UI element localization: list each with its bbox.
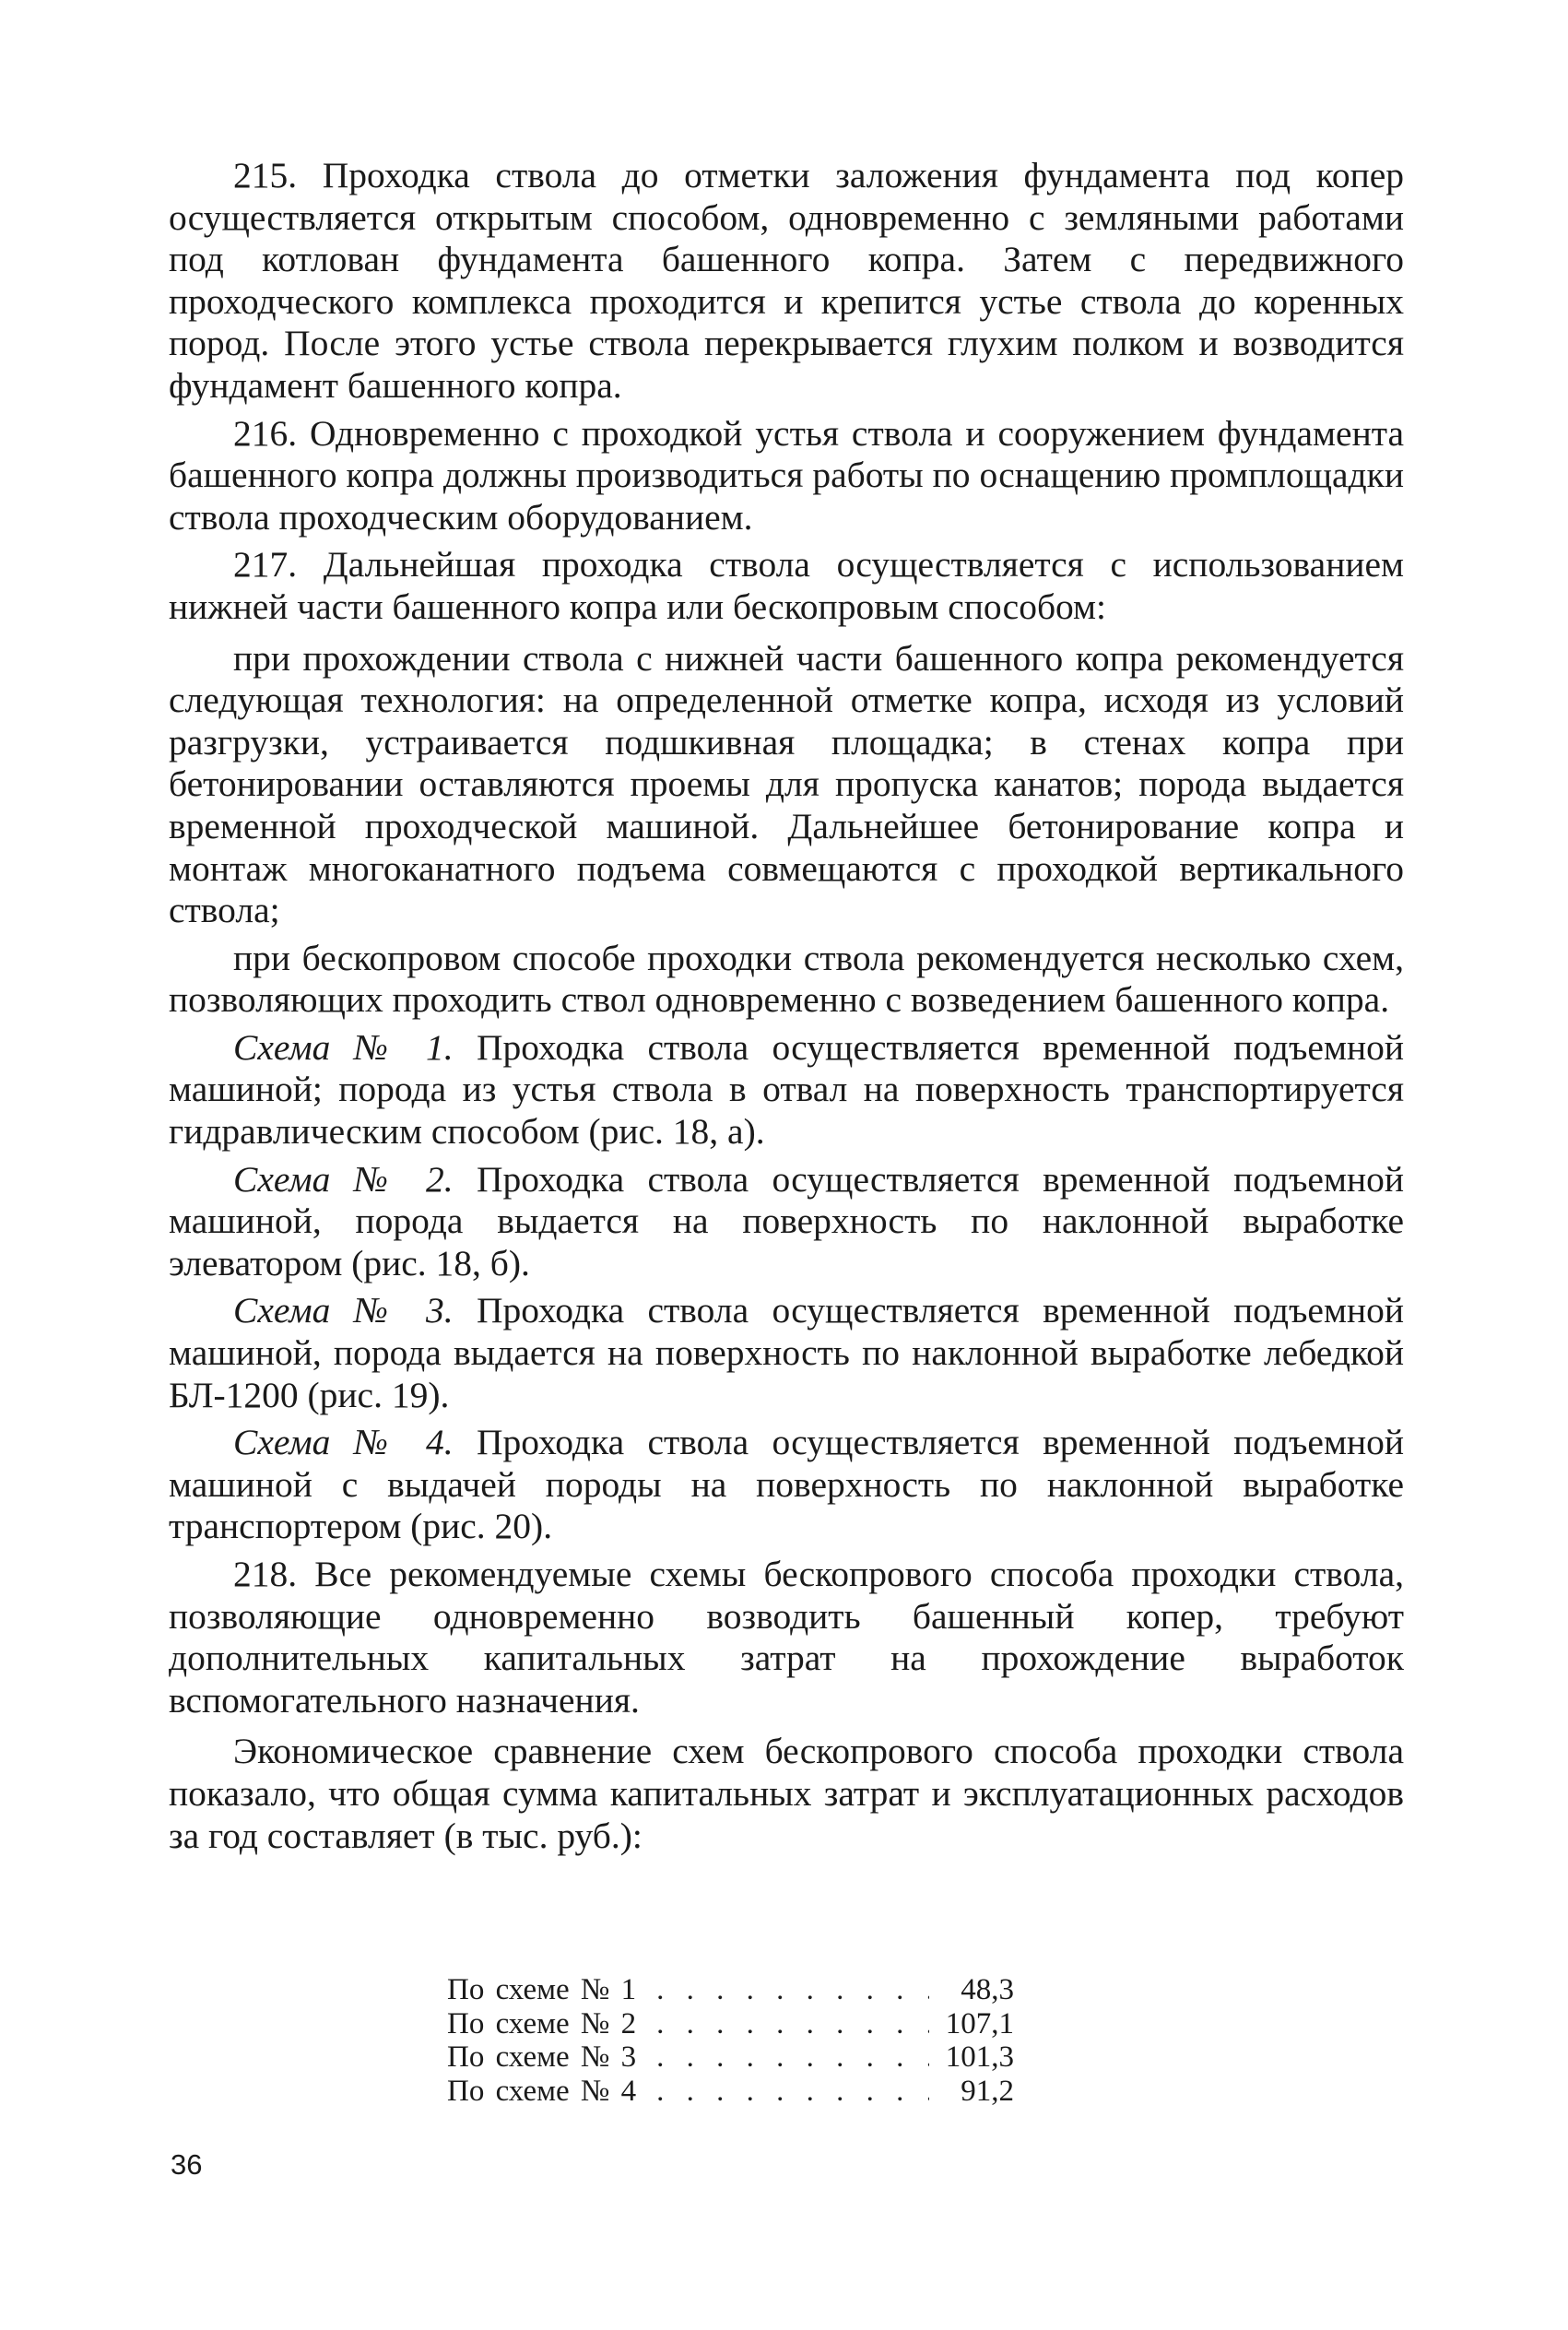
cost-total-value: 101,3: [945, 2040, 1014, 2074]
cost-total-row: [447, 1973, 1014, 2007]
leader-dots: [656, 2040, 929, 2075]
page-number: 36: [171, 2148, 203, 2181]
scheme-1-text: Проходка ствола осуществляется временной подъемной машиной; порода из устья ствола в отвал на поверхность транспортируется гидравлическим способом (рис. 18, а).: [169, 1026, 1404, 1153]
leader-dots: [656, 2007, 929, 2041]
leader-dots: [656, 1973, 929, 2007]
paragraph-217: 217. Дальнейшая проходка ствола осуществляется с использованием нижней части башенного копра или бескопровым способом:: [169, 544, 1404, 627]
cost-total-label: По схеме № 4: [447, 2074, 637, 2108]
scheme-4-paragraph: [169, 1422, 1404, 1548]
paragraph-218: 218. Все рекомендуемые схемы бескопрового способа проходки ствола, позволяющие одновременно возводить башенный копер, требуют дополнительных капитальных затрат на прохождение выработок вспомогательного назначения.: [169, 1554, 1404, 1721]
scheme-2-text: Проходка ствола осуществляется временной подъемной машиной, порода выдается на поверхность по наклонной выработке элеватором (рис. 18, б).: [169, 1158, 1404, 1283]
scheme-2-label: Схема № 2.: [233, 1158, 454, 1200]
page-body: [169, 155, 1404, 1857]
cost-total-row: [447, 2075, 1014, 2109]
cost-total-value: 48,3: [961, 1973, 1014, 2006]
cost-total-label: По схеме № 1: [447, 1973, 637, 2006]
scheme-1-paragraph: [169, 1027, 1404, 1153]
cost-total-value: 107,1: [945, 2006, 1014, 2040]
cost-total-label: По схеме № 2: [447, 2006, 637, 2040]
paragraph-217-towerless: при бескопровом способе проходки ствола рекомендуется несколько схем, позволяющих проходить ствол одновременно с возведением башенного копра.: [169, 937, 1404, 1021]
paragraph-217-tower: при прохождении ствола с нижней части башенного копра рекомендуется следующая технология: на определенной отметке копра, исходя из условий разгрузки, устраивается подшкивная площадка; в стенах копра при бетонировании оставляются проемы для пропуска канатов; порода выдается временной проходческой машиной. Дальнейшее бетонирование копра и монтаж многоканатного подъема совмещаются с проходкой вертикального ствола;: [169, 637, 1404, 931]
cost-total-row: [447, 2040, 1014, 2075]
cost-total-value: 91,2: [961, 2074, 1014, 2108]
paragraph-economic-comparison: Экономическое сравнение схем бескопрового способа проходки ствола показало, что общая сумма капитальных затрат и эксплуатационных расходов за год составляет (в тыс. руб.):: [169, 1731, 1404, 1856]
cost-total-label: По схеме № 3: [447, 2040, 637, 2074]
leader-dots: [656, 2075, 929, 2109]
scheme-3-label: Схема № 3.: [233, 1290, 454, 1331]
scheme-2-paragraph: [169, 1159, 1404, 1285]
paragraph-215: 215. Проходка ствола до отметки заложения фундамента под копер осуществляется открытым способом, одновременно с земляными работами под котлован фундамента башенного копра. Затем с передвижного проходческого комплекса проходится и крепится устье ствола до коренных пород. После этого устье ствола перекрывается глухим полком и возводится фундамент башенного копра.: [169, 155, 1404, 406]
paragraph-216: 216. Одновременно с проходкой устья ствола и сооружением фундамента башенного копра должны производиться работы по оснащению промплощадки ствола проходческим оборудованием.: [169, 412, 1404, 538]
cost-totals-list: [447, 1973, 1014, 2108]
scheme-3-paragraph: [169, 1290, 1404, 1416]
scheme-1-label: Схема № 1.: [233, 1026, 454, 1068]
cost-total-row: [447, 2007, 1014, 2041]
scheme-3-text: Проходка ствола осуществляется временной подъемной машиной, порода выдается на поверхность по наклонной выработке лебедкой БЛ-1200 (рис. 19).: [169, 1290, 1404, 1415]
scheme-4-text: Проходка ствола осуществляется временной подъемной машиной с выдачей породы на поверхность по наклонной выработке транспортером (рис. 20).: [169, 1422, 1404, 1547]
scheme-4-label: Схема № 4.: [233, 1422, 454, 1463]
